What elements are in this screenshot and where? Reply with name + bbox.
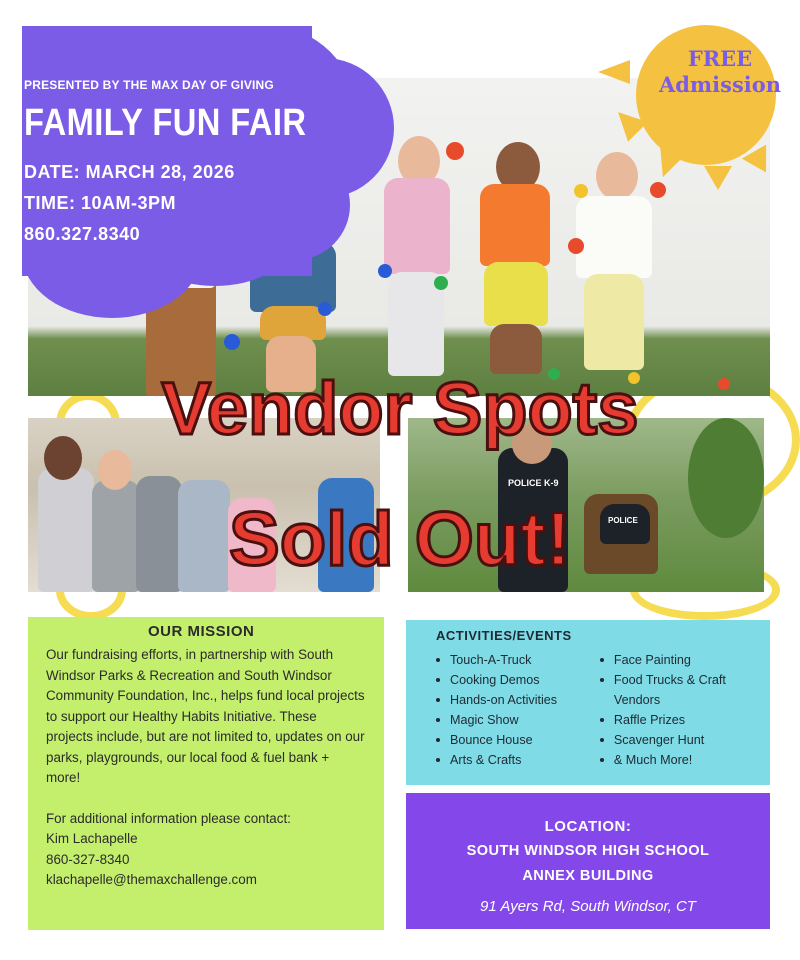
- contact-info: [46, 809, 366, 891]
- ball: [574, 184, 588, 198]
- bullet-icon: [600, 758, 604, 762]
- activity-item: Magic Show: [436, 710, 600, 730]
- event-time: TIME: 10AM-3PM: [24, 193, 177, 213]
- dog-vest-text: POLICE: [608, 516, 638, 525]
- activities-left-column: [436, 650, 600, 770]
- location-address: 91 Ayers Rd, South Windsor, CT: [480, 898, 696, 915]
- activity-item: Touch-A-Truck: [436, 650, 600, 670]
- location-label: LOCATION:: [544, 818, 632, 835]
- child-figure: [260, 306, 326, 340]
- contact-intro: For additional information please contact:: [46, 810, 291, 826]
- contact-email: klachapelle@themaxchallenge.com: [46, 872, 257, 887]
- activities-right-column: [600, 650, 756, 770]
- police-vest-text: POLICE K-9: [508, 478, 559, 488]
- contact-phone: 860-327-8340: [46, 851, 130, 867]
- ball: [224, 334, 240, 350]
- bullet-icon: [436, 678, 440, 682]
- bullet-icon: [600, 658, 604, 662]
- ball: [318, 302, 332, 316]
- sun-ray: [598, 60, 630, 84]
- activity-item: Bounce House: [436, 730, 600, 750]
- activity-item: Food Trucks & Craft: [600, 670, 756, 690]
- activity-item: Hands-on Activities: [436, 690, 600, 710]
- presented-by: PRESENTED BY THE MAX DAY OF GIVING: [24, 78, 274, 92]
- child-figure: [484, 262, 548, 326]
- event-phone: 860.327.8340: [24, 224, 141, 244]
- activity-item: Face Painting: [600, 650, 756, 670]
- mission-body: Our fundraising efforts, in partnership with South Windsor Parks & Recreation and South Windsor Community Foundation, Inc., helps fund local projects to support our Healthy Habits Initiative. These projects include, but are not limited to, updates on our parks, playgrounds, our local food & fuel bank + more!: [46, 647, 365, 785]
- bullet-icon: [436, 758, 440, 762]
- mission-box: [28, 617, 384, 930]
- admission-label: Admission: [658, 72, 782, 97]
- bullet-icon: [600, 718, 604, 722]
- child-figure: [384, 178, 450, 274]
- child-figure: [480, 184, 550, 266]
- bullet-icon: [600, 678, 604, 682]
- location-box: [406, 793, 770, 929]
- ball: [434, 276, 448, 290]
- activity-item: & Much More!: [600, 750, 756, 770]
- bullet-icon: [600, 738, 604, 742]
- ball: [378, 264, 392, 278]
- vendor-spots-overlay: Vendor Spots: [161, 367, 639, 450]
- child-figure: [576, 196, 652, 278]
- ball: [650, 182, 666, 198]
- sold-out-overlay: Sold Out!: [229, 497, 571, 582]
- event-date: DATE: MARCH 28, 2026: [24, 162, 235, 182]
- activity-item: Arts & Crafts: [436, 750, 600, 770]
- activity-item: Cooking Demos: [436, 670, 600, 690]
- bullet-icon: [436, 658, 440, 662]
- activities-heading: ACTIVITIES/EVENTS: [436, 628, 572, 643]
- page-title: FAMILY FUN FAIR: [24, 102, 307, 144]
- child-head: [98, 450, 132, 490]
- child-head: [596, 152, 638, 200]
- child-figure: [584, 274, 644, 370]
- location-line2: ANNEX BUILDING: [522, 868, 654, 884]
- location-line1: SOUTH WINDSOR HIGH SCHOOL: [466, 843, 710, 859]
- free-label: FREE: [687, 46, 753, 71]
- activities-box: [406, 620, 770, 785]
- bullet-icon: [436, 718, 440, 722]
- info-cloud: [240, 150, 350, 260]
- bullet-icon: [436, 738, 440, 742]
- ball: [568, 238, 584, 254]
- ball: [446, 142, 464, 160]
- mission-heading: OUR MISSION: [148, 623, 255, 640]
- contact-name: Kim Lachapelle: [46, 831, 138, 846]
- bullet-icon: [436, 698, 440, 702]
- activity-item: Scavenger Hunt: [600, 730, 756, 750]
- sun-ray: [704, 166, 732, 190]
- activity-item: Raffle Prizes: [600, 710, 756, 730]
- activity-item-continuation: Vendors: [613, 693, 661, 707]
